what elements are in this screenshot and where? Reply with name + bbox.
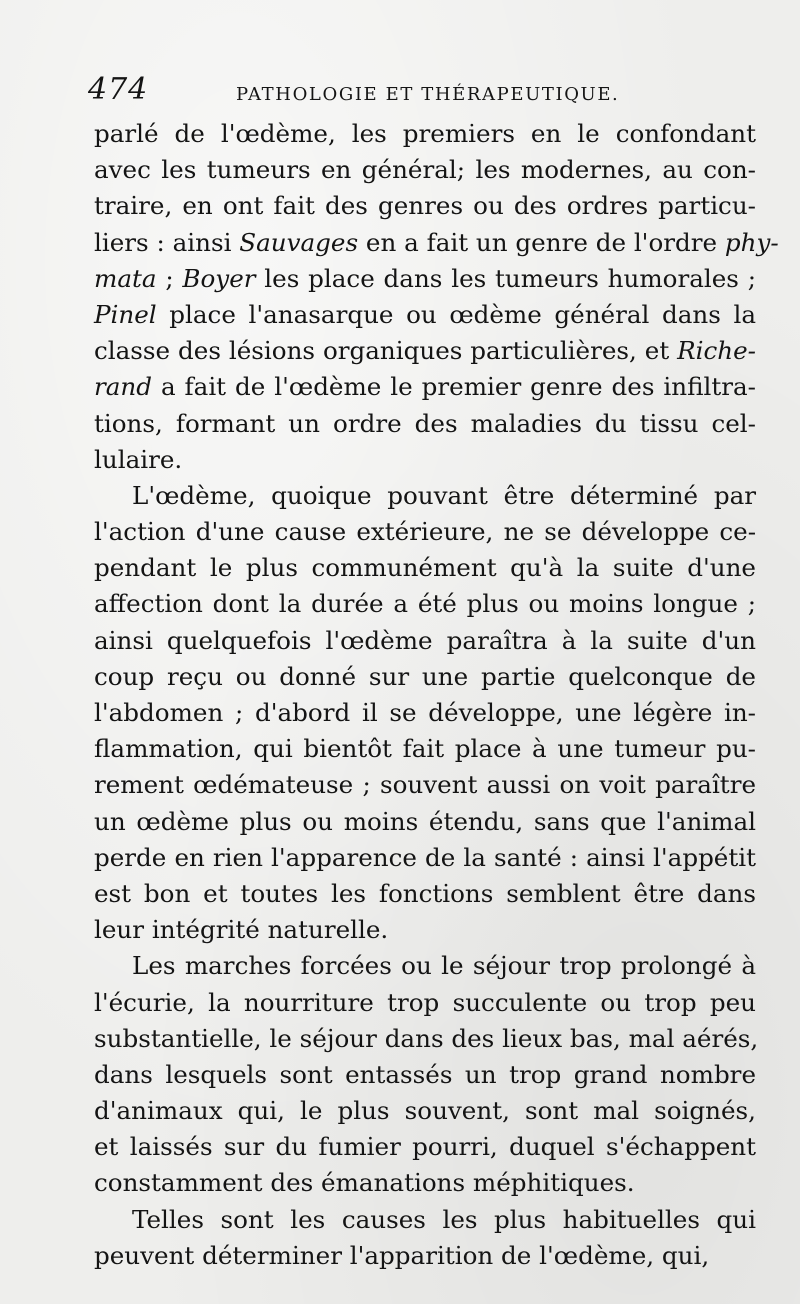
running-title: PATHOLOGIE ET THÉRAPEUTIQUE. — [236, 84, 620, 105]
text-line: l'abdomen ; d'abord il se développe, une légère in- — [94, 698, 756, 727]
text-line: lulaire. — [94, 444, 183, 474]
text-line: Telles sont les causes les plus habituelles qui — [132, 1204, 756, 1234]
paragraph — [94, 948, 759, 1201]
italic-name: rand — [94, 372, 153, 402]
paragraph — [94, 116, 779, 478]
italic-name: Riche- — [677, 336, 756, 366]
text-line: liers : ainsi Sauvages en a fait un genre de l'ordre phy- — [94, 227, 779, 257]
text-line: rement œdémateuse ; souvent aussi on voit paraître — [94, 770, 756, 800]
text-line: rand a fait de l'œdème le premier genre des infiltra- — [94, 372, 756, 402]
text-line: affection dont la durée a été plus ou moins longue ; — [94, 589, 756, 619]
text-line: perde en rien l'apparence de la santé : ainsi l'appétit — [94, 842, 756, 872]
page-number: 474 — [88, 72, 149, 107]
text-line: L'œdème, quoique pouvant être déterminé par — [132, 480, 756, 510]
paragraph — [94, 1202, 756, 1274]
italic-name: mata — [94, 263, 157, 293]
text-line: mata ; Boyer les place dans les tumeurs humorales ; — [94, 263, 757, 293]
text-line: substantielle, le séjour dans des lieux bas, mal aérés, — [94, 1023, 759, 1053]
text-line: d'animaux qui, le plus souvent, sont mal soignés, — [94, 1096, 756, 1126]
italic-name: Boyer — [182, 263, 256, 293]
italic-name: Sauvages — [239, 227, 359, 257]
text-line: constamment des émanations méphitiques. — [94, 1168, 635, 1198]
text-line: avec les tumeurs en général; les modernes, au con- — [94, 155, 756, 185]
text-line: et laissés sur du fumier pourri, duquel s'échappent — [94, 1132, 756, 1162]
text-line: coup reçu ou donné sur une partie quelconque de — [94, 661, 756, 691]
text-line: traire, en ont fait des genres ou des ordres particu- — [94, 191, 756, 221]
text-line: un œdème plus ou moins étendu, sans que l'animal — [94, 806, 756, 836]
text-line: est bon et toutes les fonctions semblent être dans — [94, 878, 756, 908]
page-header — [88, 72, 748, 112]
text-line: parlé de l'œdème, les premiers en le confondant — [94, 119, 756, 148]
text-line: peuvent déterminer l'apparition de l'œdème, qui, — [94, 1240, 710, 1270]
italic-name: phy- — [724, 227, 779, 257]
text-line: ainsi quelquefois l'œdème paraîtra à la suite d'un — [94, 625, 756, 655]
paragraph — [94, 478, 756, 948]
text-line: leur intégrité naturelle. — [94, 915, 389, 945]
text-line: pendant le plus communément qu'à la suite d'une — [94, 553, 756, 583]
text-line: l'écurie, la nourriture trop succulente ou trop peu — [94, 987, 756, 1017]
text-line: l'action d'une cause extérieure, ne se développe ce- — [94, 517, 756, 547]
text-line: Les marches forcées ou le séjour trop prolongé à — [132, 951, 756, 981]
text-line: Pinel place l'anasarque ou œdème général dans la — [94, 299, 756, 329]
text-line: tions, formant un ordre des maladies du tissu cel- — [94, 408, 756, 438]
italic-name: Pinel — [94, 299, 157, 329]
text-line: flammation, qui bientôt fait place à une tumeur pu- — [94, 734, 756, 764]
text-line: classe des lésions organiques particulières, et Riche- — [94, 336, 756, 366]
text-line: dans lesquels sont entassés un trop grand nombre — [94, 1059, 756, 1089]
body-text — [94, 116, 779, 1274]
